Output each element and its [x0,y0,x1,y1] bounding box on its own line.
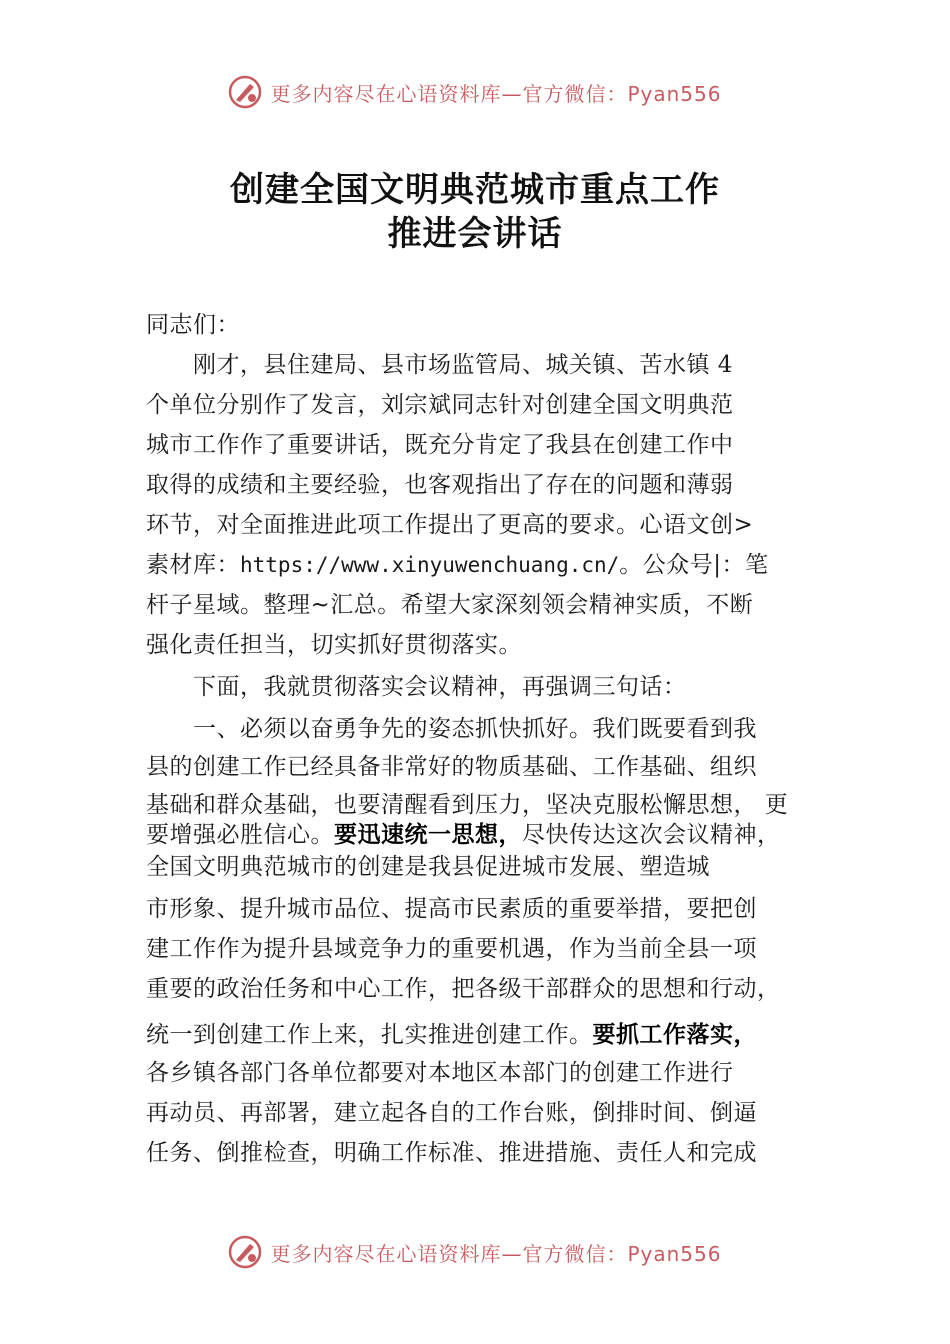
website-url: https://www.xinyuwenchuang.cn/ [240,553,620,577]
paragraph1-line-with-link [146,546,769,579]
document-title-line2: 推进会讲话 [387,214,563,254]
watermark-banner-top [0,72,950,112]
paragraph1-line: 城市工作作了重要讲话，既充分肯定了我县在创建工作中 [146,432,734,458]
paragraph3-line: 各乡镇各部门各单位都要对本地区本部门的创建工作进行 [146,1060,734,1086]
quill-logo-icon [228,1235,262,1269]
watermark-banner-bottom [0,1232,950,1272]
document-title-line1: 创建全国文明典范城市重点工作 [230,170,720,210]
salutation: 同志们： [146,312,240,338]
paragraph2-line: 下面，我就贯彻落实会议精神，再强调三句话： [146,674,687,700]
paragraph3-text: 尽快传达这次会议精神， [522,822,781,848]
paragraph1-line: 个单位分别作了发言，刘宗斌同志针对创建全国文明典范 [146,392,734,418]
paragraph3-line: 全国文明典范城市的创建是我县促进城市发展、塑造城 [146,854,710,880]
paragraph3-line: 建工作作为提升县域竞争力的重要机遇，作为当前全县一项 [146,936,757,962]
emphasis-unify-thought: 要迅速统一思想， [334,822,522,848]
paragraph3-line: 县的创建工作已经具备非常好的物质基础、工作基础、组织 [146,754,757,780]
watermark-text-top: 更多内容尽在心语资料库—官方微信：Pyan556 [270,81,722,106]
watermark-text-bottom: 更多内容尽在心语资料库—官方微信：Pyan556 [270,1241,722,1266]
paragraph3-text: 统一到创建工作上来，扎实推进创建工作。 [146,1022,593,1048]
paragraph3-line: 任务、倒推检查，明确工作标准、推进措施、责任人和完成 [146,1140,757,1166]
paragraph1-line: 杆子星域。整理~汇总。希望大家深刻领会精神实质，不断 [146,592,754,618]
paragraph3-text: 要增强必胜信心。 [146,822,334,848]
paragraph3-line: 一、必须以奋勇争先的姿态抓快抓好。我们既要看到我 [146,716,757,742]
paragraph3-line: 再动员、再部署，建立起各自的工作台账，倒排时间、倒逼 [146,1100,757,1126]
paragraph1-line: 刚才，县住建局、县市场监管局、城关镇、苦水镇 4 [146,352,733,378]
paragraph1-line: 强化责任担当，切实抓好贯彻落实。 [146,632,522,658]
paragraph1-text: 素材库： [146,552,240,578]
paragraph3-line-with-emphasis [146,1016,757,1049]
paragraph3-line: 重要的政治任务和中心工作，把各级干部群众的思想和行动， [146,976,781,1002]
emphasis-implement-work: 要抓工作落实， [592,1022,757,1048]
quill-logo-icon [228,75,262,109]
paragraph3-line-with-emphasis [146,816,781,849]
paragraph1-text: 。公众号|：笔 [619,552,769,578]
paragraph1-line: 环节，对全面推进此项工作提出了更高的要求。心语文创> [146,512,754,538]
paragraph3-line: 基础和群众基础，也要清醒看到压力，坚决克服松懈思想， 更 [146,792,789,818]
paragraph3-line: 市形象、提升城市品位、提高市民素质的重要举措，要把创 [146,896,757,922]
paragraph1-line: 取得的成绩和主要经验，也客观指出了存在的问题和薄弱 [146,472,734,498]
